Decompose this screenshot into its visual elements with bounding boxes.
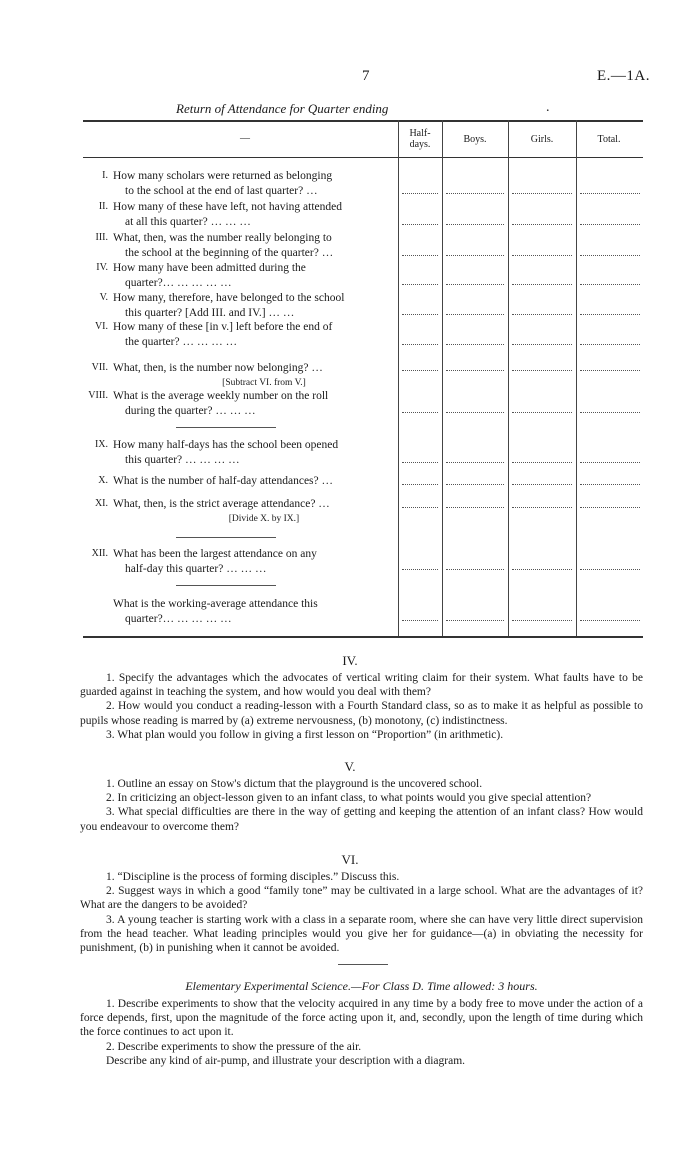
row-line: How many scholars were returned as belonging <box>113 170 333 182</box>
answer-dotted-line <box>512 507 572 508</box>
row-number: VIII. <box>88 390 108 401</box>
answer-dotted-line <box>446 314 504 315</box>
answer-dotted-line <box>446 412 504 413</box>
row-question <box>113 200 395 229</box>
answer-dotted-line <box>402 507 438 508</box>
answer-dotted-line <box>446 620 504 621</box>
row-line: What is the number of half-day attendances? … <box>113 475 334 487</box>
section-separator <box>338 964 388 965</box>
question: 2. Describe experiments to show the pressure of the air. <box>106 1040 362 1053</box>
row-number: I. <box>102 170 108 181</box>
answer-dotted-line <box>512 224 572 225</box>
row-line: during the quarter? … … … <box>125 404 256 417</box>
answer-dotted-line <box>512 462 572 463</box>
question: 1. Describe experiments to show that the velocity acquired in any time by a body free to move under the action of a force depends, first, upon the magnitude of the force acting upon it, and, secondly, upon the length of time during which the force continues to act upon it. <box>80 998 643 1039</box>
answer-dotted-line <box>402 344 438 345</box>
row-subnote: [Subtract VI. from V.] <box>222 377 306 388</box>
answer-dotted-line <box>446 344 504 345</box>
col-divider <box>442 120 443 636</box>
col-divider <box>508 120 509 636</box>
row-line: this quarter? … … … … <box>125 453 240 466</box>
answer-dotted-line <box>446 370 504 371</box>
answer-dotted-line <box>402 284 438 285</box>
section-heading: V. <box>344 759 356 774</box>
answer-dotted-line <box>446 224 504 225</box>
science-questions <box>80 997 643 1068</box>
answer-dotted-line <box>446 255 504 256</box>
row-question <box>113 231 395 260</box>
row-line: How many have been admitted during the <box>113 262 306 274</box>
answer-dotted-line <box>580 284 640 285</box>
answer-dotted-line <box>580 620 640 621</box>
answer-dotted-line <box>512 344 572 345</box>
section-v-questions <box>80 777 643 834</box>
answer-dotted-line <box>512 193 572 194</box>
row-number: IV. <box>96 262 108 273</box>
row-question <box>113 291 395 320</box>
row-line: the quarter? … … … … <box>125 335 238 348</box>
answer-dotted-line <box>512 314 572 315</box>
row-question <box>113 169 395 198</box>
row-line: What has been the largest attendance on any <box>113 548 317 560</box>
row-line: at all this quarter? … … … <box>125 215 251 228</box>
row-question <box>113 361 395 390</box>
answer-dotted-line <box>512 284 572 285</box>
row-number: VII. <box>91 362 108 373</box>
answer-dotted-line <box>446 507 504 508</box>
row-number: XII. <box>91 548 108 559</box>
question: 1. Outline an essay on Stow's dictum that the playground is the uncovered school. <box>106 778 483 790</box>
answer-dotted-line <box>402 370 438 371</box>
answer-dotted-line <box>580 507 640 508</box>
answer-dotted-line <box>580 193 640 194</box>
answer-dotted-line <box>512 255 572 256</box>
row-question <box>113 547 395 576</box>
row-question <box>113 261 395 290</box>
answer-dotted-line <box>402 569 438 570</box>
col-divider <box>398 120 399 636</box>
answer-dotted-line <box>402 255 438 256</box>
column-header: — <box>240 133 250 144</box>
column-header: Boys. <box>463 134 487 145</box>
answer-dotted-line <box>402 484 438 485</box>
question: 1. Specify the advantages which the advocates of vertical writing claim for their system. What faults have to be guarded against in teaching the system, and how would you deal with them? <box>80 672 643 699</box>
row-separator <box>176 427 276 428</box>
col-divider <box>576 120 577 636</box>
row-line: quarter?… … … … … <box>125 276 232 289</box>
row-line: What, then, was the number really belonging to <box>113 232 332 244</box>
column-header: Girls. <box>530 134 554 145</box>
row-line: How many, therefore, have belonged to the school <box>113 292 345 304</box>
row-line: the school at the beginning of the quarter? … <box>125 246 334 259</box>
question: 2. Suggest ways in which a good “family tone” may be cultivated in a large school. What are the advantages of it? What are the dangers to be avoided? <box>80 885 643 912</box>
question: 3. What special difficulties are there in the way of getting and keeping the attention of an infant class? How would you endeavour to overcome them? <box>80 806 643 833</box>
row-number: X. <box>98 475 108 486</box>
column-header: Half-days. <box>409 128 431 150</box>
row-number: VI. <box>94 321 108 332</box>
answer-dotted-line <box>402 462 438 463</box>
row-line: What, then, is the strict average attendance? … <box>113 498 330 510</box>
answer-dotted-line <box>402 224 438 225</box>
row-line: How many half-days has the school been opened <box>113 439 339 451</box>
section-iv-questions <box>80 671 643 742</box>
answer-dotted-line <box>580 314 640 315</box>
science-title: Elementary Experimental Science.—For Class D. Time allowed: 3 hours. <box>185 979 538 993</box>
answer-dotted-line <box>580 569 640 570</box>
row-number: III. <box>95 232 108 243</box>
row-line: quarter?… … … … … <box>125 612 232 625</box>
row-line: How many of these have left, not having attended <box>113 201 342 213</box>
question: 3. What plan would you follow in giving a first lesson on “Proportion” (in arithmetic). <box>106 728 504 741</box>
answer-dotted-line <box>580 344 640 345</box>
answer-dotted-line <box>580 255 640 256</box>
question: 1. “Discipline is the process of forming disciples.” Discuss this. <box>106 871 400 883</box>
answer-dotted-line <box>580 484 640 485</box>
question: Describe any kind of air-pump, and illustrate your description with a diagram. <box>106 1054 466 1067</box>
column-header: Total. <box>597 134 621 145</box>
row-question <box>113 597 395 626</box>
row-number: IX. <box>94 439 108 450</box>
table-bottom-rule <box>83 636 643 638</box>
row-separator <box>176 585 276 586</box>
row-question <box>113 438 395 467</box>
row-line: What is the working-average attendance this <box>113 598 318 610</box>
answer-dotted-line <box>512 620 572 621</box>
return-title: Return of Attendance for Quarter ending <box>176 101 389 116</box>
return-title-dot: . <box>546 100 550 115</box>
row-line: How many of these [in v.] left before the end of <box>113 321 333 333</box>
row-question <box>113 474 395 489</box>
section-heading: VI. <box>341 852 359 867</box>
table-top-rule <box>83 120 643 122</box>
row-question <box>113 497 395 526</box>
section-heading: IV. <box>342 653 358 668</box>
answer-dotted-line <box>402 412 438 413</box>
answer-dotted-line <box>512 370 572 371</box>
table-header-rule <box>83 157 643 158</box>
row-question <box>113 320 395 349</box>
answer-dotted-line <box>580 224 640 225</box>
answer-dotted-line <box>402 620 438 621</box>
page-number: 7 <box>362 68 370 84</box>
row-number: II. <box>98 201 108 212</box>
row-line: this quarter? [Add III. and IV.] … … <box>125 306 295 319</box>
answer-dotted-line <box>512 484 572 485</box>
question: 2. In criticizing an object-lesson given to an infant class, to what points would you give special attention? <box>106 792 592 805</box>
answer-dotted-line <box>512 412 572 413</box>
answer-dotted-line <box>580 370 640 371</box>
answer-dotted-line <box>446 462 504 463</box>
answer-dotted-line <box>580 462 640 463</box>
answer-dotted-line <box>402 314 438 315</box>
row-separator <box>176 537 276 538</box>
page-reference: E.—1A. <box>597 68 650 84</box>
answer-dotted-line <box>446 284 504 285</box>
answer-dotted-line <box>580 412 640 413</box>
row-line: half-day this quarter? … … … <box>125 562 267 575</box>
answer-dotted-line <box>402 193 438 194</box>
section-vi-questions <box>80 870 643 955</box>
question: 2. How would you conduct a reading-lesson with a Fourth Standard class, so as to make it as helpful as possible to pupils whose reading is marred by (a) extreme nervousness, (b) monotony, (c) indistinctness. <box>80 700 643 727</box>
row-line: to the school at the end of last quarter? … <box>125 184 318 197</box>
row-line: What is the average weekly number on the roll <box>113 390 329 402</box>
answer-dotted-line <box>446 569 504 570</box>
row-line: What, then, is the number now belonging? … <box>113 362 323 374</box>
answer-dotted-line <box>446 193 504 194</box>
row-number: V. <box>99 292 108 303</box>
answer-dotted-line <box>512 569 572 570</box>
row-question <box>113 389 395 418</box>
row-number: XI. <box>94 498 108 509</box>
answer-dotted-line <box>446 484 504 485</box>
question: 3. A young teacher is starting work with a class in a separate room, where she can have very little direct supervision from the head teacher. What leading principles would you give her for guidance—(a) in obviating the necessity for punishment, (b) in punishing when it cannot be avoided. <box>80 913 643 955</box>
row-subnote: [Divide X. by IX.] <box>228 513 300 524</box>
